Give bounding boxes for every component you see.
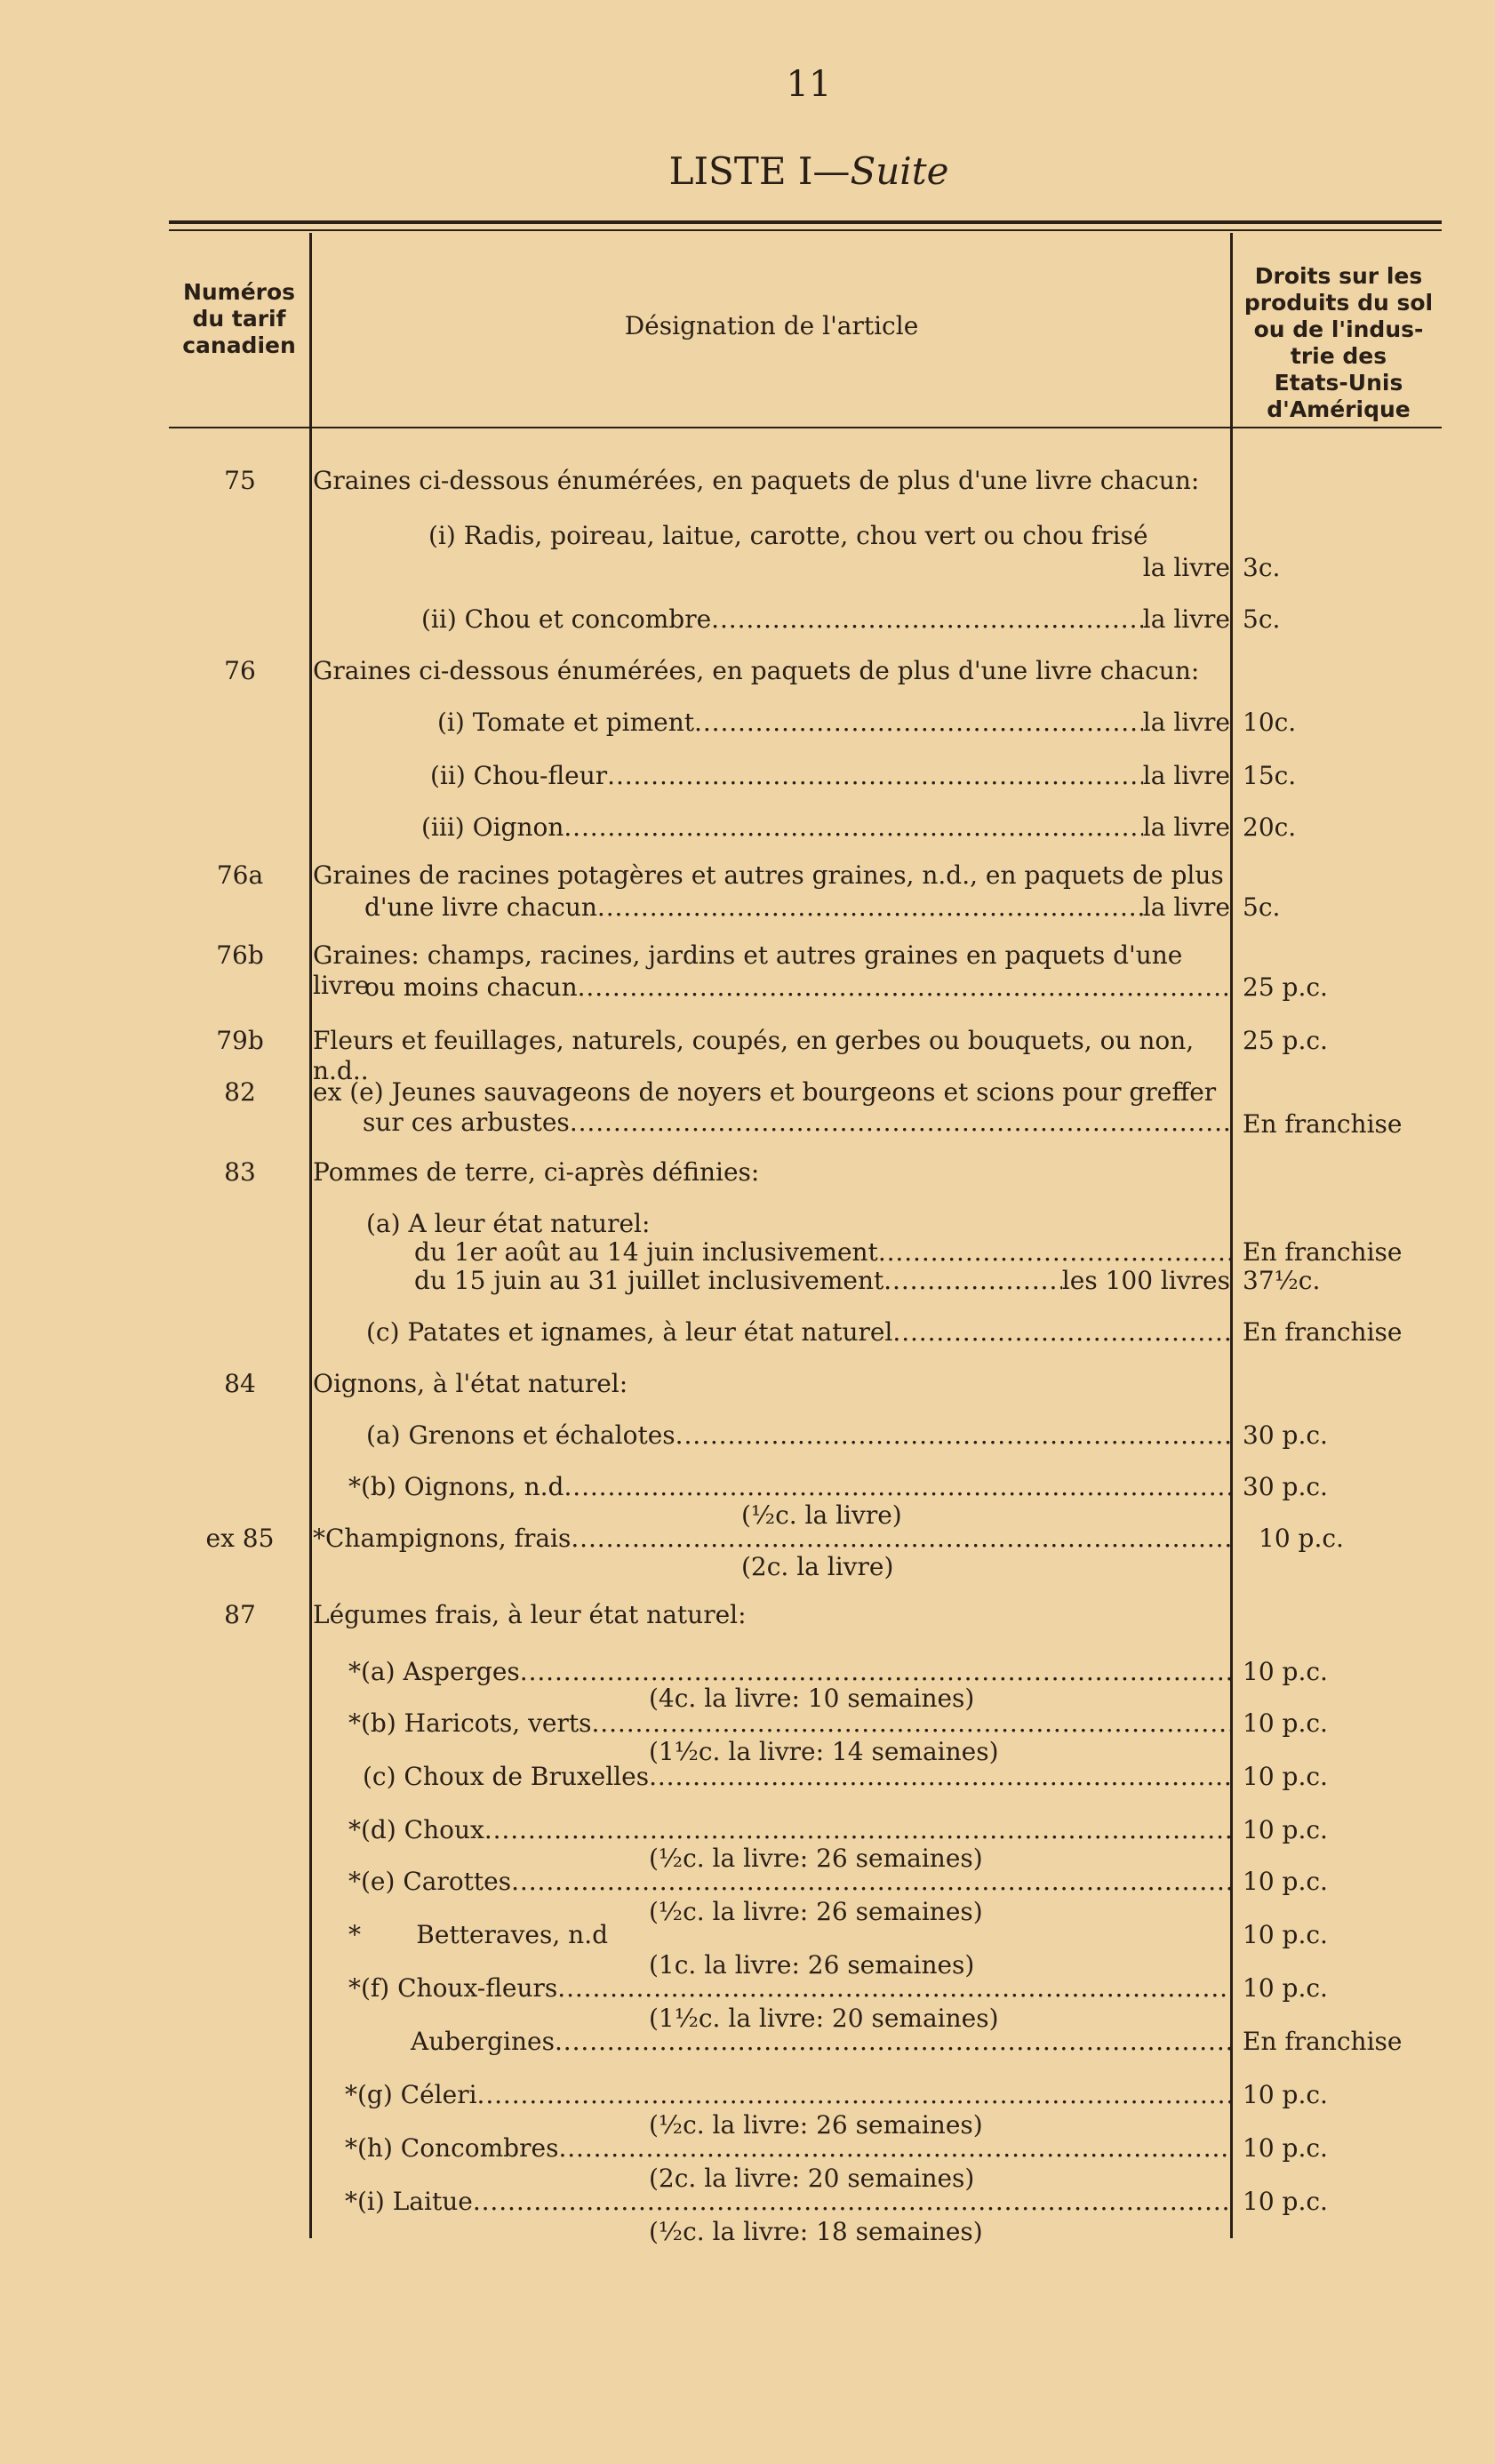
tariff-number: 87	[224, 1600, 256, 1629]
item-description: Fleurs et feuillages, naturels, coupés, en gerbes ou bouquets, ou non, n.d..	[313, 1026, 1195, 1085]
dot-leader	[878, 1237, 1230, 1268]
rate-note: (2c. la livre)	[741, 1552, 894, 1581]
item-description: Graines de racines potagères et autres graines, n.d., en paquets de plus	[313, 860, 1224, 890]
col-header-duty	[1235, 263, 1442, 423]
dot-leader	[557, 1973, 1230, 2004]
dot-leader	[607, 761, 1143, 791]
tariff-number: 83	[224, 1157, 256, 1187]
duty-value: 10 p.c.	[1243, 1762, 1328, 1791]
duty-value: 10 p.c.	[1243, 1708, 1328, 1738]
hdr-line: trie des	[1290, 343, 1387, 369]
item-unit: la livre	[1142, 812, 1230, 842]
rate-note: (½c. la livre: 26 semaines)	[649, 1897, 983, 1926]
duty-value: 25 p.c.	[1243, 972, 1328, 1002]
item-unit: la livre	[1142, 553, 1230, 582]
duty-value: 10 p.c.	[1243, 2187, 1328, 2216]
item-description: Oignons, à l'état naturel:	[313, 1369, 628, 1398]
item-description: Pommes de terre, ci-après définies:	[313, 1157, 760, 1187]
dot-leader	[511, 1867, 1230, 1897]
hdr-line: Numéros	[182, 279, 296, 305]
dot-leader	[571, 1524, 1230, 1554]
dot-leader	[883, 1266, 1062, 1296]
hdr-line: ou de l'indus-	[1253, 316, 1424, 342]
item-unit: la livre	[1142, 761, 1230, 790]
duty-value: 30 p.c.	[1243, 1420, 1328, 1450]
dot-leader	[676, 1420, 1230, 1451]
col-rule-left	[309, 233, 312, 2238]
item-description: * Betteraves, n.d	[348, 1920, 609, 1949]
item-description: ou moins chacun	[364, 972, 578, 1002]
rate-note: (½c. la livre)	[741, 1500, 902, 1530]
dot-leader	[473, 2187, 1230, 2217]
item-description: Graines: champs, racines, jardins et autres graines en paquets d'une livre	[313, 940, 1183, 1000]
duty-value: 20c.	[1243, 812, 1297, 842]
hdr-line: du tarif	[192, 306, 286, 332]
item-description: Légumes frais, à leur état naturel:	[313, 1600, 747, 1629]
duty-value: 10 p.c.	[1243, 1973, 1328, 2003]
top-rule-thick	[169, 220, 1442, 224]
tariff-number: 76	[224, 656, 256, 685]
tariff-number: 84	[224, 1369, 256, 1398]
hdr-line: d'Amérique	[1267, 396, 1411, 422]
item-description: *(e) Carottes	[348, 1867, 512, 1896]
tariff-number: 82	[224, 1077, 256, 1107]
duty-value: 10 p.c.	[1243, 1867, 1328, 1896]
col-rule-right	[1230, 233, 1233, 2238]
item-description: *(b) Haricots, verts	[348, 1708, 592, 1738]
item-description: ex (e) Jeunes sauvageons de noyers et bourgeons et scions pour greffer	[313, 1077, 1217, 1107]
dot-leader	[892, 1317, 1230, 1348]
item-unit: la livre	[1142, 604, 1230, 634]
item-description: *(b) Oignons, n.d	[348, 1472, 564, 1501]
dot-leader	[694, 708, 1143, 738]
tariff-number: 76a	[216, 860, 264, 890]
duty-value: En franchise	[1243, 1109, 1403, 1139]
title-suite: Suite	[850, 149, 949, 193]
dot-leader	[591, 1708, 1230, 1739]
top-rule-thin	[169, 229, 1442, 231]
tariff-number: 75	[224, 466, 256, 495]
hdr-line: canadien	[182, 332, 296, 358]
duty-value: 10 p.c.	[1243, 2133, 1328, 2163]
item-description: *(f) Choux-fleurs	[348, 1973, 558, 2003]
duty-value: 10 p.c.	[1259, 1524, 1344, 1553]
item-description: (a) A leur état naturel:	[366, 1209, 651, 1238]
item-description: *(g) Céleri	[345, 2080, 477, 2109]
item-description: (i) Radis, poireau, laitue, carotte, chou vert ou chou frisé	[428, 521, 1148, 550]
tariff-number: 76b	[216, 940, 264, 970]
dot-leader	[649, 1762, 1230, 1792]
item-description: sur ces arbustes	[363, 1108, 570, 1137]
duty-value: 37½c.	[1243, 1266, 1321, 1295]
duty-value: 30 p.c.	[1243, 1472, 1328, 1501]
item-description: (iii) Oignon	[421, 812, 564, 842]
hdr-line: Etats-Unis	[1274, 370, 1403, 396]
item-description: *(i) Laitue	[345, 2187, 473, 2216]
duty-value: 3c.	[1243, 553, 1281, 582]
item-description: (i) Tomate et piment	[437, 708, 695, 737]
duty-value: 5c.	[1243, 892, 1281, 922]
item-description: Graines ci-dessous énumérées, en paquets de plus d'une livre chacun:	[313, 656, 1200, 685]
hdr-line: Droits sur les	[1254, 263, 1423, 289]
item-description: (ii) Chou-fleur	[430, 761, 608, 790]
dot-leader	[570, 1108, 1230, 1138]
header-bottom-rule	[169, 427, 1442, 428]
rate-note: (1½c. la livre: 20 semaines)	[649, 2004, 999, 2033]
duty-value: En franchise	[1243, 1317, 1403, 1347]
page-title	[0, 149, 1495, 193]
rate-note: (1½c. la livre: 14 semaines)	[649, 1737, 999, 1766]
item-description: Aubergines	[411, 2027, 555, 2056]
duty-value: 15c.	[1243, 761, 1297, 790]
duty-value: 10 p.c.	[1243, 1920, 1328, 1949]
rate-note: (1c. la livre: 26 semaines)	[649, 1950, 975, 1980]
item-description: *(h) Concombres	[345, 2133, 559, 2163]
item-description: (c) Choux de Bruxelles	[363, 1762, 650, 1791]
item-unit: les 100 livres	[1061, 1266, 1230, 1295]
dot-leader	[555, 2027, 1230, 2057]
dot-leader	[578, 972, 1230, 1003]
dot-leader	[564, 1472, 1230, 1502]
item-description: du 1er août au 14 juin inclusivement	[414, 1237, 878, 1267]
duty-value: En franchise	[1243, 2027, 1403, 2056]
dot-leader	[520, 1657, 1230, 1687]
dot-leader	[597, 892, 1143, 923]
rate-note: (2c. la livre: 20 semaines)	[649, 2164, 975, 2193]
item-unit: la livre	[1142, 892, 1230, 922]
item-description: d'une livre chacun	[364, 892, 597, 922]
duty-value: 5c.	[1243, 604, 1281, 634]
col-header-number	[169, 279, 309, 359]
item-description: *(a) Asperges	[348, 1657, 520, 1686]
dot-leader	[477, 2080, 1230, 2110]
page-number: 11	[786, 64, 832, 105]
duty-value: 10 p.c.	[1243, 1815, 1328, 1844]
item-description: *(d) Choux	[348, 1815, 484, 1844]
item-description: (ii) Chou et concombre	[421, 604, 712, 634]
duty-value: 10c.	[1243, 708, 1297, 737]
duty-value: 25 p.c.	[1243, 1026, 1328, 1055]
dot-leader	[711, 604, 1143, 635]
title-main: LISTE I—	[668, 149, 851, 193]
dot-leader	[484, 1815, 1230, 1845]
dot-leader	[564, 812, 1142, 843]
duty-value: 10 p.c.	[1243, 1657, 1328, 1686]
tariff-number: ex 85	[205, 1524, 275, 1553]
col-header-description: Désignation de l'article	[624, 311, 919, 340]
item-description: (c) Patates et ignames, à leur état naturel	[366, 1317, 893, 1347]
rate-note: (½c. la livre: 26 semaines)	[649, 2110, 983, 2140]
duty-value: En franchise	[1243, 1237, 1403, 1267]
rate-note: (4c. la livre: 10 semaines)	[649, 1684, 975, 1713]
item-description: *Champignons, frais	[313, 1524, 572, 1553]
duty-value: 10 p.c.	[1243, 2080, 1328, 2109]
item-description: (a) Grenons et échalotes	[366, 1420, 676, 1450]
item-description: du 15 juin au 31 juillet inclusivement	[414, 1266, 884, 1295]
rate-note: (½c. la livre: 18 semaines)	[649, 2217, 983, 2246]
rate-note: (½c. la livre: 26 semaines)	[649, 1844, 983, 1873]
dot-leader	[558, 2133, 1230, 2164]
tariff-number: 79b	[216, 1026, 264, 1055]
item-unit: la livre	[1142, 708, 1230, 737]
hdr-line: produits du sol	[1243, 290, 1434, 316]
item-description: Graines ci-dessous énumérées, en paquets de plus d'une livre chacun:	[313, 466, 1200, 495]
